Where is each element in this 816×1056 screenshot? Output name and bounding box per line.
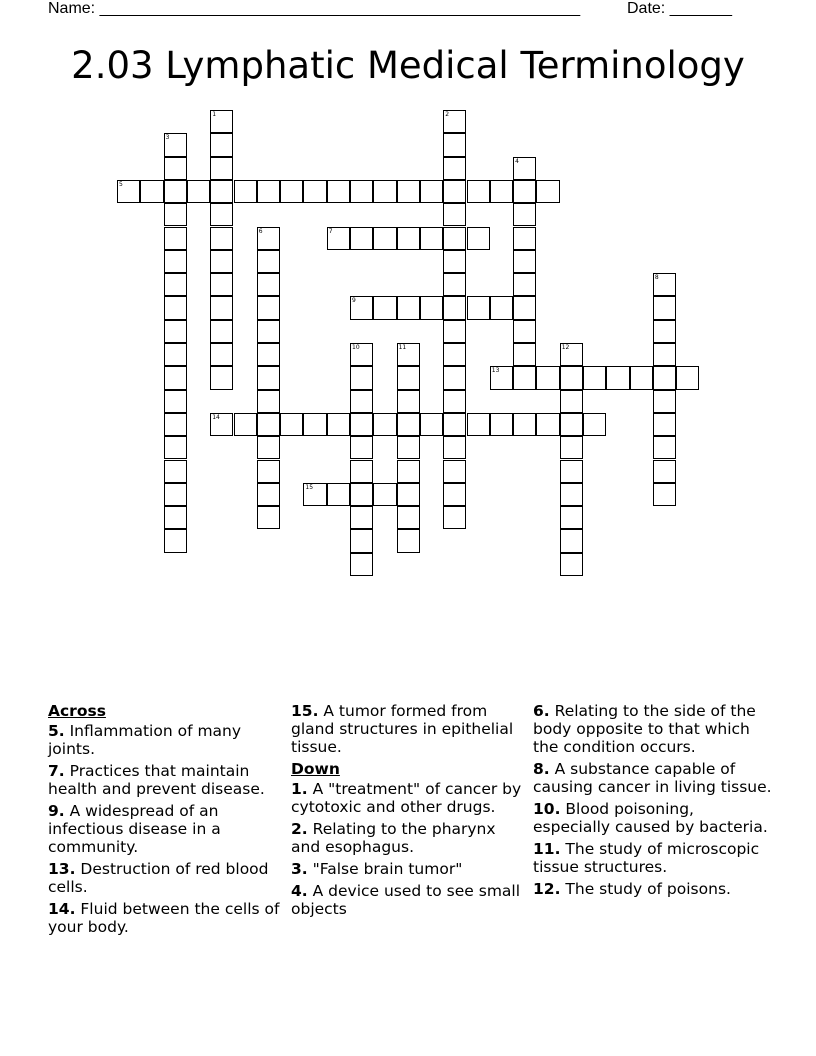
name-field[interactable]: Name: ______________________________________________________ [48, 0, 581, 17]
crossword-cell[interactable] [397, 506, 420, 529]
clue-text: Blood poisoning, especially caused by bacteria. [533, 800, 768, 836]
clue-across-14 [48, 900, 280, 936]
crossword-cell[interactable] [303, 483, 326, 506]
crossword-cell[interactable] [443, 110, 466, 133]
crossword-cell[interactable] [257, 390, 280, 413]
crossword-cell[interactable] [210, 320, 233, 343]
clue-down-3 [291, 860, 523, 878]
crossword-cell[interactable] [443, 227, 466, 250]
crossword-cell[interactable] [513, 320, 536, 343]
crossword-cell[interactable] [513, 366, 536, 389]
clue-text: Fluid between the cells of your body. [48, 900, 280, 936]
crossword-cell[interactable] [397, 483, 420, 506]
crossword-cell[interactable] [443, 436, 466, 459]
crossword-cell[interactable] [210, 227, 233, 250]
crossword-cell[interactable] [653, 296, 676, 319]
crossword-cell[interactable] [397, 460, 420, 483]
clue-text: The study of microscopic tissue structures. [533, 840, 760, 876]
crossword-cell[interactable] [397, 227, 420, 250]
crossword-cell[interactable] [373, 227, 396, 250]
crossword-cell[interactable] [653, 413, 676, 436]
crossword-cell[interactable] [653, 343, 676, 366]
crossword-cell[interactable] [490, 413, 513, 436]
crossword-cell[interactable] [257, 506, 280, 529]
clue-across-7 [48, 762, 280, 798]
cell-number: 8 [654, 274, 659, 282]
crossword-cell[interactable] [257, 250, 280, 273]
crossword-cell[interactable] [536, 366, 559, 389]
header-line [48, 0, 748, 20]
crossword-cell[interactable] [164, 529, 187, 552]
clue-number: 13. [48, 860, 76, 878]
clue-down-11 [533, 840, 773, 876]
crossword-cell[interactable] [164, 343, 187, 366]
crossword-cell[interactable] [303, 180, 326, 203]
crossword-cell[interactable] [560, 413, 583, 436]
crossword-cell[interactable] [560, 553, 583, 576]
crossword-cell[interactable] [443, 320, 466, 343]
crossword-cell[interactable] [164, 460, 187, 483]
crossword-cell[interactable] [467, 227, 490, 250]
crossword-cell[interactable] [397, 366, 420, 389]
crossword-cell[interactable] [327, 483, 350, 506]
clue-down-10 [533, 800, 773, 836]
crossword-cell[interactable] [560, 343, 583, 366]
clue-across-9 [48, 802, 280, 856]
crossword-cell[interactable] [164, 133, 187, 156]
crossword-cell[interactable] [350, 366, 373, 389]
crossword-cell[interactable] [630, 366, 653, 389]
crossword-cell[interactable] [164, 296, 187, 319]
crossword-cell[interactable] [210, 296, 233, 319]
crossword-cell[interactable] [327, 413, 350, 436]
crossword-cell[interactable] [397, 390, 420, 413]
crossword-cell[interactable] [513, 227, 536, 250]
crossword-cell[interactable] [164, 203, 187, 226]
crossword-cell[interactable] [513, 157, 536, 180]
clue-across-13 [48, 860, 280, 896]
crossword-cell[interactable] [350, 296, 373, 319]
clue-text: A "treatment" of cancer by cytotoxic and other drugs. [291, 780, 522, 816]
cell-number: 1 [212, 111, 217, 118]
crossword-cell[interactable] [397, 343, 420, 366]
page-title: 2.03 Lymphatic Medical Terminology [71, 44, 745, 87]
crossword-cell[interactable] [257, 320, 280, 343]
clue-number: 2. [291, 820, 308, 838]
crossword-cell[interactable] [420, 180, 443, 203]
crossword-cell[interactable] [397, 180, 420, 203]
crossword-cell[interactable] [210, 250, 233, 273]
clue-across-5 [48, 722, 280, 758]
clue-down-12 [533, 880, 773, 898]
crossword-cell[interactable] [560, 529, 583, 552]
clue-number: 11. [533, 840, 561, 858]
crossword-cell[interactable] [443, 157, 466, 180]
crossword-cell[interactable] [653, 366, 676, 389]
crossword-cell[interactable] [164, 157, 187, 180]
crossword-cell[interactable] [373, 413, 396, 436]
cell-number: 3 [165, 134, 170, 142]
crossword-cell[interactable] [443, 390, 466, 413]
crossword-cell[interactable] [164, 227, 187, 250]
crossword-cell[interactable] [164, 250, 187, 273]
clue-down-8 [533, 760, 773, 796]
cell-number: 10 [352, 344, 360, 351]
clue-down-1 [291, 780, 523, 816]
crossword-cell[interactable] [257, 460, 280, 483]
crossword-cell[interactable] [373, 483, 396, 506]
crossword-cell[interactable] [234, 180, 257, 203]
crossword-cell[interactable] [420, 296, 443, 319]
crossword-cell[interactable] [210, 133, 233, 156]
crossword-cell[interactable] [560, 366, 583, 389]
crossword-cell[interactable] [560, 390, 583, 413]
clue-text: Relating to the side of the body opposite to that which the condition occurs. [533, 702, 756, 756]
crossword-cell[interactable] [257, 366, 280, 389]
crossword-cell[interactable] [490, 296, 513, 319]
crossword-cell[interactable] [583, 366, 606, 389]
clue-text: Relating to the pharynx and esophagus. [291, 820, 496, 856]
crossword-cell[interactable] [210, 203, 233, 226]
crossword-cell[interactable] [420, 413, 443, 436]
crossword-cell[interactable] [327, 227, 350, 250]
crossword-cell[interactable] [397, 296, 420, 319]
crossword-cell[interactable] [653, 320, 676, 343]
clue-number: 12. [533, 880, 561, 898]
crossword-cell[interactable] [467, 180, 490, 203]
crossword-cell[interactable] [210, 343, 233, 366]
cell-number: 14 [212, 413, 220, 421]
crossword-cell[interactable] [164, 180, 187, 203]
crossword-cell[interactable] [420, 227, 443, 250]
crossword-cell[interactable] [210, 180, 233, 203]
crossword-cell[interactable] [280, 413, 303, 436]
crossword-cell[interactable] [164, 506, 187, 529]
crossword-cell[interactable] [164, 413, 187, 436]
crossword-cell[interactable] [443, 460, 466, 483]
crossword-cell[interactable] [350, 343, 373, 366]
clue-down-6 [533, 702, 773, 756]
crossword-cell[interactable] [443, 273, 466, 296]
crossword-cell[interactable] [210, 366, 233, 389]
crossword-cell[interactable] [513, 343, 536, 366]
clues-column-3 [533, 702, 773, 902]
crossword-cell[interactable] [140, 180, 163, 203]
crossword-cell[interactable] [210, 157, 233, 180]
crossword-cell[interactable] [257, 296, 280, 319]
cell-number: 4 [515, 157, 519, 165]
clue-down-4 [291, 882, 523, 918]
crossword-cell[interactable] [350, 180, 373, 203]
crossword-cell[interactable] [443, 133, 466, 156]
crossword-cell[interactable] [373, 296, 396, 319]
cell-number: 15 [305, 483, 314, 491]
cell-number: 9 [352, 297, 356, 305]
clue-text: A tumor formed from gland structures in epithelial tissue. [291, 702, 514, 756]
crossword-cell[interactable] [350, 553, 373, 576]
crossword-cell[interactable] [443, 506, 466, 529]
crossword-cell[interactable] [350, 413, 373, 436]
crossword-cell[interactable] [606, 366, 629, 389]
clue-number: 15. [291, 702, 319, 720]
clue-text: Inflammation of many joints. [48, 722, 242, 758]
cell-number: 7 [328, 227, 333, 235]
crossword-cell[interactable] [257, 413, 280, 436]
crossword-cell[interactable] [467, 296, 490, 319]
crossword-cell[interactable] [280, 180, 303, 203]
crossword-cell[interactable] [164, 366, 187, 389]
clue-number: 10. [533, 800, 561, 818]
crossword-cell[interactable] [560, 436, 583, 459]
cell-number: 5 [119, 180, 123, 188]
crossword-cell[interactable] [536, 180, 559, 203]
crossword-cell[interactable] [164, 390, 187, 413]
crossword-cell[interactable] [443, 366, 466, 389]
crossword-cell[interactable] [234, 413, 257, 436]
clue-down-2 [291, 820, 523, 856]
crossword-cell[interactable] [443, 413, 466, 436]
crossword-cell[interactable] [583, 413, 606, 436]
crossword-cell[interactable] [467, 413, 490, 436]
crossword-cell[interactable] [560, 483, 583, 506]
crossword-cell[interactable] [513, 273, 536, 296]
crossword-cell[interactable] [490, 180, 513, 203]
crossword-cell[interactable] [350, 227, 373, 250]
cell-number: 12 [561, 344, 570, 351]
crossword-cell[interactable] [653, 273, 676, 296]
cell-number: 13 [491, 367, 500, 375]
clue-text: A substance capable of causing cancer in living tissue. [533, 760, 772, 796]
clue-number: 7. [48, 762, 65, 780]
clue-text: A device used to see small objects [291, 882, 521, 918]
crossword-cell[interactable] [257, 343, 280, 366]
crossword-cell[interactable] [513, 203, 536, 226]
crossword-cell[interactable] [164, 436, 187, 459]
crossword-cell[interactable] [513, 180, 536, 203]
clue-number: 9. [48, 802, 65, 820]
crossword-cell[interactable] [443, 483, 466, 506]
clue-text: Destruction of red blood cells. [48, 860, 269, 896]
clue-across-15 [291, 702, 523, 756]
crossword-cell[interactable] [257, 180, 280, 203]
down-heading: Down [291, 760, 340, 778]
crossword-cell[interactable] [350, 529, 373, 552]
crossword-cell[interactable] [397, 436, 420, 459]
clue-number: 3. [291, 860, 308, 878]
crossword-cell[interactable] [513, 413, 536, 436]
crossword-cell[interactable] [164, 320, 187, 343]
crossword-cell[interactable] [350, 460, 373, 483]
clue-number: 1. [291, 780, 308, 798]
clue-number: 4. [291, 882, 308, 900]
crossword-cell[interactable] [653, 483, 676, 506]
clue-text: The study of poisons. [560, 880, 731, 898]
crossword-cell[interactable] [164, 483, 187, 506]
crossword-cell[interactable] [350, 390, 373, 413]
cell-number: 11 [398, 344, 407, 351]
crossword-cell[interactable] [117, 180, 140, 203]
clues-column-1 [48, 702, 280, 940]
crossword-cell[interactable] [676, 366, 699, 389]
crossword-cell[interactable] [513, 296, 536, 319]
crossword-cell[interactable] [443, 296, 466, 319]
crossword-cell[interactable] [513, 250, 536, 273]
clue-number: 14. [48, 900, 76, 918]
crossword-cell[interactable] [653, 436, 676, 459]
crossword-cell[interactable] [303, 413, 326, 436]
crossword-cell[interactable] [257, 436, 280, 459]
crossword-cell[interactable] [443, 180, 466, 203]
crossword-cell[interactable] [210, 413, 233, 436]
cell-number: 6 [258, 227, 263, 235]
crossword-cell[interactable] [327, 180, 350, 203]
cell-number: 2 [445, 111, 450, 118]
crossword-cell[interactable] [560, 506, 583, 529]
crossword-cell[interactable] [373, 180, 396, 203]
crossword-cell[interactable] [653, 460, 676, 483]
crossword-cell[interactable] [350, 483, 373, 506]
crossword-cell[interactable] [257, 273, 280, 296]
crossword-cell[interactable] [257, 483, 280, 506]
clue-number: 6. [533, 702, 550, 720]
crossword-cell[interactable] [443, 203, 466, 226]
crossword-cell[interactable] [350, 436, 373, 459]
across-heading: Across [48, 702, 106, 720]
clue-text: A widespread of an infectious disease in a community. [48, 802, 221, 856]
clue-number: 5. [48, 722, 65, 740]
crossword-cell[interactable] [257, 227, 280, 250]
crossword-cell[interactable] [653, 390, 676, 413]
crossword-cell[interactable] [350, 506, 373, 529]
clue-text: Practices that maintain health and prevent disease. [48, 762, 265, 798]
clue-text: "False brain tumor" [307, 860, 463, 878]
crossword-cell[interactable] [443, 343, 466, 366]
crossword-cell[interactable] [187, 180, 210, 203]
date-field[interactable]: Date: _______ [627, 0, 732, 17]
clues-column-2 [291, 702, 523, 922]
crossword-cell[interactable] [164, 273, 187, 296]
crossword-cell[interactable] [560, 460, 583, 483]
crossword-cell[interactable] [210, 273, 233, 296]
crossword-cell[interactable] [397, 529, 420, 552]
crossword-cell[interactable] [210, 110, 233, 133]
crossword-cell[interactable] [443, 250, 466, 273]
crossword-cell[interactable] [490, 366, 513, 389]
crossword-cell[interactable] [536, 413, 559, 436]
crossword-cell[interactable] [397, 413, 420, 436]
clue-number: 8. [533, 760, 550, 778]
